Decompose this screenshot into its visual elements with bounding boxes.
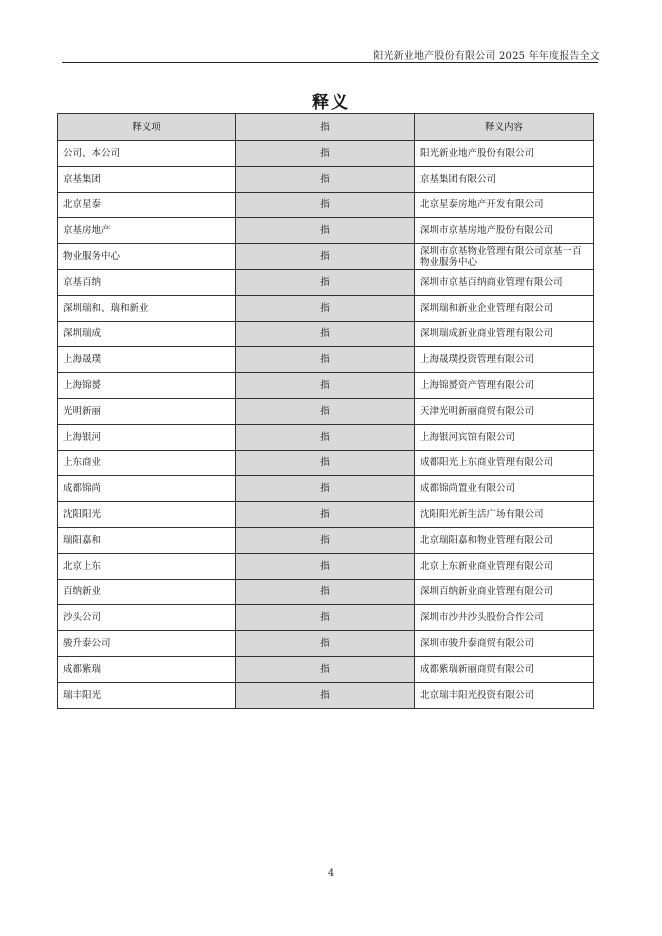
refers-cell: 指 — [236, 656, 415, 682]
meaning-cell: 深圳瑞和新业企业管理有限公司 — [415, 295, 594, 321]
meaning-cell: 成都紫瑞新丽商贸有限公司 — [415, 656, 594, 682]
table-row — [58, 398, 594, 424]
table-row — [58, 269, 594, 295]
refers-cell: 指 — [236, 218, 415, 244]
table-row — [58, 373, 594, 399]
term-cell: 京基房地产 — [58, 218, 236, 244]
page-title: 释义 — [312, 93, 350, 113]
term-cell: 上海银河 — [58, 424, 236, 450]
term-cell: 瑞丰阳光 — [58, 682, 236, 708]
table-header-row — [58, 114, 594, 141]
meaning-cell: 北京瑞阳嘉和物业管理有限公司 — [415, 527, 594, 553]
meaning-cell: 北京上东新业商业管理有限公司 — [415, 553, 594, 579]
refers-cell: 指 — [236, 295, 415, 321]
meaning-cell: 成都阳光上东商业管理有限公司 — [415, 450, 594, 476]
refers-cell: 指 — [236, 579, 415, 605]
meaning-cell: 深圳市京基物业管理有限公司京基一百物业服务中心 — [415, 244, 594, 270]
refers-cell: 指 — [236, 476, 415, 502]
term-cell: 百纳新业 — [58, 579, 236, 605]
refers-cell: 指 — [236, 141, 415, 167]
refers-cell: 指 — [236, 269, 415, 295]
term-cell: 成都紫瑞 — [58, 656, 236, 682]
meaning-cell: 成都锦尚置业有限公司 — [415, 476, 594, 502]
table-row — [58, 218, 594, 244]
header-divider — [62, 62, 598, 63]
column-header-term: 释义项 — [58, 114, 236, 141]
table-row — [58, 141, 594, 167]
refers-cell: 指 — [236, 424, 415, 450]
meaning-cell: 深圳市骏升泰商贸有限公司 — [415, 631, 594, 657]
meaning-cell: 北京瑞丰阳光投资有限公司 — [415, 682, 594, 708]
table-row — [58, 244, 594, 270]
refers-cell: 指 — [236, 373, 415, 399]
meaning-cell: 深圳瑞成新业商业管理有限公司 — [415, 321, 594, 347]
term-cell: 物业服务中心 — [58, 244, 236, 270]
term-cell: 沙头公司 — [58, 605, 236, 631]
term-cell: 公司、本公司 — [58, 141, 236, 167]
page-number: 4 — [327, 868, 335, 879]
term-cell: 深圳瑞和、瑞和新业 — [58, 295, 236, 321]
table-row — [58, 631, 594, 657]
table-row — [58, 579, 594, 605]
meaning-cell: 阳光新业地产股份有限公司 — [415, 141, 594, 167]
meaning-cell: 上海晟璞投资管理有限公司 — [415, 347, 594, 373]
meaning-cell: 深圳百纳新业商业管理有限公司 — [415, 579, 594, 605]
table-body — [58, 141, 594, 709]
refers-cell: 指 — [236, 192, 415, 218]
refers-cell: 指 — [236, 321, 415, 347]
meaning-cell: 京基集团有限公司 — [415, 166, 594, 192]
term-cell: 深圳瑞成 — [58, 321, 236, 347]
refers-cell: 指 — [236, 553, 415, 579]
meaning-cell: 北京星泰房地产开发有限公司 — [415, 192, 594, 218]
refers-cell: 指 — [236, 682, 415, 708]
meaning-cell: 天津光明新丽商贸有限公司 — [415, 398, 594, 424]
term-cell: 京基集团 — [58, 166, 236, 192]
meaning-cell: 深圳市京基百纳商业管理有限公司 — [415, 269, 594, 295]
refers-cell: 指 — [236, 347, 415, 373]
table-row — [58, 192, 594, 218]
term-cell: 上海晟璞 — [58, 347, 236, 373]
refers-cell: 指 — [236, 527, 415, 553]
meaning-cell: 上海锦赟资产管理有限公司 — [415, 373, 594, 399]
term-cell: 北京星泰 — [58, 192, 236, 218]
refers-cell: 指 — [236, 398, 415, 424]
table-row — [58, 321, 594, 347]
refers-cell: 指 — [236, 166, 415, 192]
meaning-cell: 沈阳阳光新生活广场有限公司 — [415, 502, 594, 528]
term-cell: 成都锦尚 — [58, 476, 236, 502]
table-row — [58, 347, 594, 373]
refers-cell: 指 — [236, 605, 415, 631]
column-header-refers: 指 — [236, 114, 415, 141]
table-row — [58, 553, 594, 579]
table-row — [58, 450, 594, 476]
refers-cell: 指 — [236, 502, 415, 528]
term-cell: 沈阳阳光 — [58, 502, 236, 528]
table-row — [58, 502, 594, 528]
term-cell: 北京上东 — [58, 553, 236, 579]
table-row — [58, 682, 594, 708]
meaning-cell: 深圳市沙井沙头股份合作公司 — [415, 605, 594, 631]
refers-cell: 指 — [236, 450, 415, 476]
term-cell: 骏升泰公司 — [58, 631, 236, 657]
term-cell: 瑞阳嘉和 — [58, 527, 236, 553]
report-header: 阳光新业地产股份有限公司 2025 年年度报告全文 — [373, 51, 600, 62]
table-row — [58, 527, 594, 553]
table-row — [58, 295, 594, 321]
table-row — [58, 166, 594, 192]
column-header-meaning: 释义内容 — [415, 114, 594, 141]
meaning-cell: 深圳市京基房地产股份有限公司 — [415, 218, 594, 244]
table-row — [58, 476, 594, 502]
meaning-cell: 上海银河宾馆有限公司 — [415, 424, 594, 450]
table-row — [58, 424, 594, 450]
definitions-table — [57, 113, 594, 709]
term-cell: 上东商业 — [58, 450, 236, 476]
term-cell: 京基百纳 — [58, 269, 236, 295]
refers-cell: 指 — [236, 244, 415, 270]
table-row — [58, 656, 594, 682]
term-cell: 上海锦赟 — [58, 373, 236, 399]
term-cell: 光明新丽 — [58, 398, 236, 424]
table-row — [58, 605, 594, 631]
refers-cell: 指 — [236, 631, 415, 657]
